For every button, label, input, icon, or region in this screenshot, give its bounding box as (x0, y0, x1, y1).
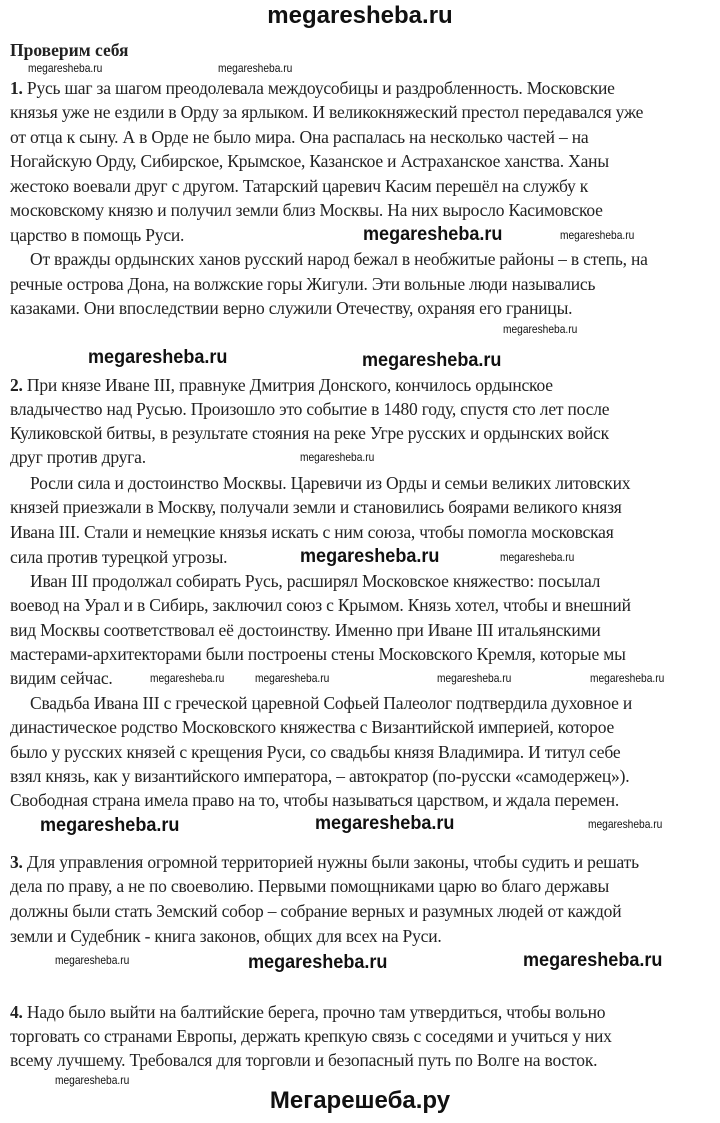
s1-line: царство в помощь Руси. (10, 225, 185, 245)
watermark: megaresheba.ru (362, 350, 502, 371)
s1-line: речные острова Дона, на волжские горы Жигули. Эти вольные люди назывались (10, 274, 596, 294)
s1-line: казаками. Они впоследствии верно служили Отечеству, охраняя его границы. (10, 298, 573, 318)
watermark: megaresheba.ru (255, 671, 330, 685)
watermark: megaresheba.ru (55, 1073, 130, 1087)
watermark: megaresheba.ru (437, 671, 512, 685)
s1-text: Русь шаг за шагом преодолевала междоусобицы и раздробленность. Московские (22, 78, 615, 98)
s2-line: друг против друга. (10, 447, 146, 467)
s4-line: всему лучшему. Требовался для торговли и безопасный путь по Волге на восток. (10, 1050, 598, 1070)
site-footer: Мегарешеба.ру (269, 1087, 451, 1114)
s2-line: Свадьба Ивана III с греческой царевной Софьей Палеолог подтвердила духовное и (30, 693, 633, 713)
s2-line: Ивана III. Стали и немецкие князья искать с ним союза, чтобы помогла московская (10, 522, 614, 542)
watermark: megaresheba.ru (523, 950, 663, 971)
s2-line: мастерами-архитекторами были построены стены Московского Кремля, которые мы (10, 644, 626, 664)
s2-line: вид Москвы соответствовал её достоинству. Именно при Иване III итальянскими (10, 620, 601, 640)
watermark: megaresheba.ru (503, 322, 578, 336)
watermark: megaresheba.ru (218, 61, 293, 75)
watermark: megaresheba.ru (150, 671, 225, 685)
s4-number: 4. (10, 1002, 23, 1022)
s2-line: сила против турецкой угрозы. (10, 547, 228, 567)
s2-line (10, 374, 553, 396)
s2-line: династическое родство Московского княжества с Византийской империей, которое (10, 717, 615, 737)
s3-text: Для управления огромной территорией нужны были законы, чтобы судить и решать (22, 852, 639, 872)
s1-number: 1. (10, 78, 23, 98)
watermark: megaresheba.ru (300, 450, 375, 464)
s2-line: взял князь, как у византийского императора, – автократор (по-русски «самодержец»). (10, 766, 630, 786)
s2-line: Росли сила и достоинство Москвы. Царевичи из Орды и семьи великих литовских (30, 473, 631, 493)
s1-line (10, 77, 615, 99)
watermark: megaresheba.ru (500, 550, 575, 564)
watermark: megaresheba.ru (55, 953, 130, 967)
s1-line: князья уже не ездили в Орду за ярлыком. И великокняжеский престол передавался уже (10, 102, 644, 122)
s2-line: князей приезжали в Москву, получали земли и становились боярами великого князя (10, 497, 622, 517)
watermark: megaresheba.ru (315, 813, 455, 834)
watermark: megaresheba.ru (590, 671, 665, 685)
watermark: megaresheba.ru (363, 224, 503, 245)
s3-number: 3. (10, 852, 23, 872)
s3-line: земли и Судебник - книга законов, общих для всех на Руси. (10, 926, 442, 946)
site-header: megaresheba.ru (267, 2, 453, 29)
s1-line: жестоко воевали друг с другом. Татарский царевич Касим перешёл на службу к (10, 176, 589, 196)
s4-line (10, 1001, 605, 1023)
watermark: megaresheba.ru (300, 546, 440, 567)
watermark: megaresheba.ru (40, 815, 180, 836)
s3-line: должны были стать Земский собор – собрание верных и разумных людей от каждой (10, 901, 622, 921)
s2-line: владычество над Русью. Произошло это событие в 1480 году, спустя сто лет после (10, 399, 610, 419)
s2-line: Иван III продолжал собирать Русь, расширял Московское княжество: посылал (30, 571, 601, 591)
s4-line: торговать со странами Европы, держать крепкую связь с соседями и учиться у них (10, 1026, 612, 1046)
s2-line: Свободная страна имела право на то, чтобы называться царством, и ждала перемен. (10, 790, 620, 810)
s3-line (10, 851, 639, 873)
s2-line: Куликовской битвы, в результате стояния на реке Угре русских и ордынских войск (10, 423, 609, 443)
s2-line: воевод на Урал и в Сибирь, заключил союз с Крымом. Князь хотел, чтобы и внешний (10, 595, 631, 615)
section-title: Проверим себя (10, 40, 129, 60)
watermark: megaresheba.ru (248, 952, 388, 973)
s3-line: дела по праву, а не по своеволию. Первыми помощниками царю во благо державы (10, 876, 610, 896)
s2-number: 2. (10, 375, 23, 395)
watermark: megaresheba.ru (560, 228, 635, 242)
s2-text: При князе Иване III, правнуке Дмитрия Донского, кончилось ордынское (22, 375, 553, 395)
s1-line: Ногайскую Орду, Сибирское, Крымское, Казанское и Астраханское ханства. Ханы (10, 151, 609, 171)
watermark: megaresheba.ru (88, 347, 228, 368)
s2-line: видим сейчас. (10, 668, 113, 688)
s4-text: Надо было выйти на балтийские берега, прочно там утвердиться, чтобы вольно (22, 1002, 606, 1022)
s1-line: московскому князю и получил земли близ Москвы. На них выросло Касимовское (10, 200, 603, 220)
s1-line: от отца к сыну. А в Орде не было мира. Она распалась на несколько частей – на (10, 127, 589, 147)
watermark: megaresheba.ru (28, 61, 103, 75)
watermark: megaresheba.ru (588, 817, 663, 831)
s2-line: было у русских князей с крещения Руси, со свадьбы князя Владимира. И титул себе (10, 742, 621, 762)
s1-line: От вражды ордынских ханов русский народ бежал в необжитые районы – в степь, на (30, 249, 648, 269)
